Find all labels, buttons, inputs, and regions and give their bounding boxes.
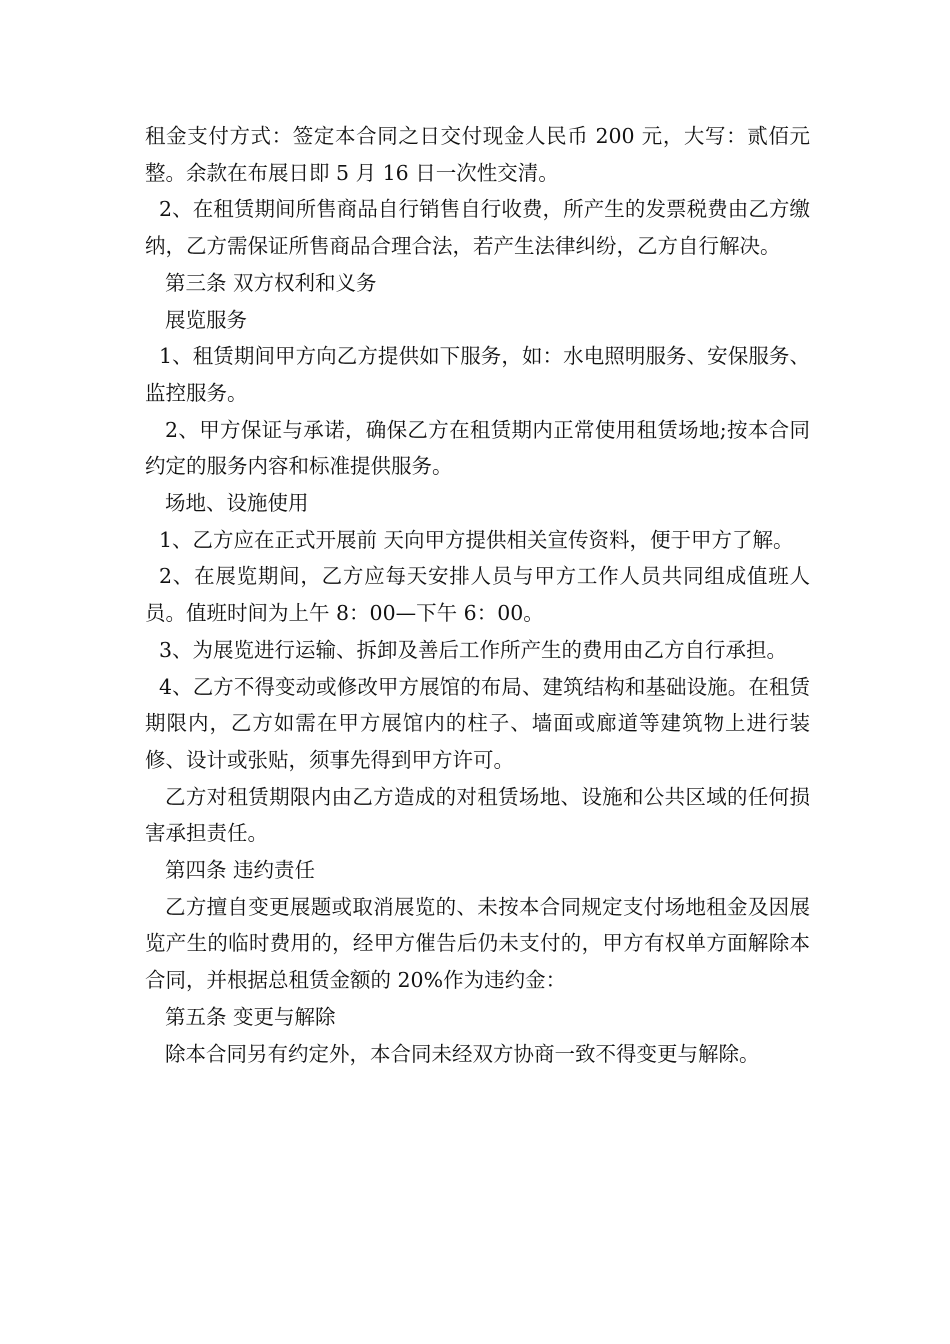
paragraph-rent-payment: 租金支付方式：签定本合同之日交付现金人民币 200 元，大写：贰佰元整。余款在布展日即 5 月 16 日一次性交清。 (145, 124, 810, 185)
paragraph-amendment: 除本合同另有约定外，本合同未经双方协商一致不得变更与解除。 (165, 1041, 760, 1066)
heading-article-4: 第四条 违约责任 (165, 858, 316, 883)
paragraph-promo-materials: 1、乙方应在正式开展前 天向甲方提供相关宣传资料，便于甲方了解。 (159, 527, 794, 552)
document-body (145, 118, 810, 1072)
paragraph-sales-tax: 2、在租赁期间所售商品自行销售自行收费，所产生的发票税费由乙方缴纳，乙方需保证所售商品合理合法，若产生法律纠纷，乙方自行解决。 (145, 197, 810, 259)
heading-venue-facilities: 场地、设施使用 (165, 491, 309, 516)
paragraph-duty-staff: 2、在展览期间，乙方应每天安排人员与甲方工作人员共同组成值班人员。值班时间为上午 8：00—下午 6：00。 (145, 564, 810, 626)
paragraph-breach-penalty: 乙方擅自变更展题或取消展览的、未按本合同规定支付场地租金及因展览产生的临时费用的，经甲方催告后仍未支付的，甲方有权单方面解除本合同，并根据总租赁金额的 20%作为违约金： (145, 894, 810, 993)
paragraph-services-list: 1、租赁期间甲方向乙方提供如下服务，如：水电照明服务、安保服务、监控服务。 (145, 344, 810, 405)
heading-article-5: 第五条 变更与解除 (165, 1004, 336, 1029)
paragraph-party-a-guarantee: 2、甲方保证与承诺，确保乙方在租赁期内正常使用租赁场地;按本合同约定的服务内容和标准提供服务。 (145, 417, 810, 479)
paragraph-damage-liability: 乙方对租赁期限内由乙方造成的对租赁场地、设施和公共区域的任何损害承担责任。 (145, 784, 810, 846)
paragraph-no-modification: 4、乙方不得变动或修改甲方展馆的布局、建筑结构和基础设施。在租赁期限内，乙方如需在甲方展馆内的柱子、墙面或廊道等建筑物上进行装修、设计或张贴，须事先得到甲方许可。 (145, 674, 810, 772)
heading-exhibition-services: 展览服务 (165, 307, 247, 332)
paragraph-transport-costs: 3、为展览进行运输、拆卸及善后工作所产生的费用由乙方自行承担。 (159, 637, 788, 662)
heading-article-3: 第三条 双方权利和义务 (165, 270, 377, 295)
